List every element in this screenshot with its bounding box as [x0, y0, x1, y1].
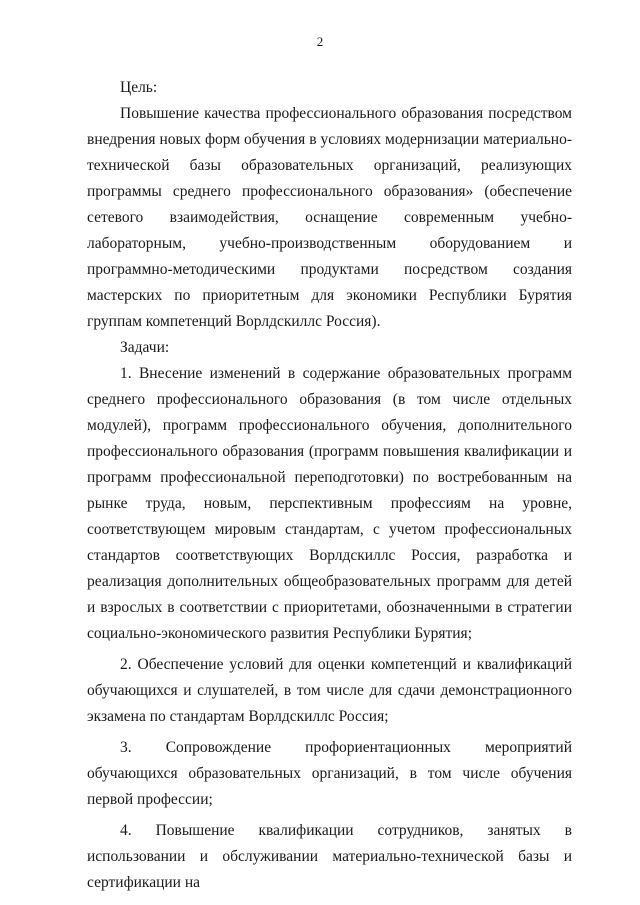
page-number: 2 [316, 34, 324, 49]
tasks-heading: Задачи: [120, 339, 170, 356]
task-item-3: 3. Сопровождение профориентационных мероприятий обучающихся образовательных организаций, в том числе обучения первой профессии; [87, 739, 572, 808]
goal-heading: Цель: [120, 79, 158, 96]
goal-paragraph: Повышение качества профессионального образования посредством внедрения новых форм обучения в условиях модернизации материально-технической базы образовательных организаций, реализующих программы среднего профессионального образования» (обеспечение сетевого взаимодействия, оснащение современным учебно-лабораторным, учебно-производственным оборудованием и программно-методическими продуктами посредством создания мастерских по приоритетным для экономики Республики Бурятия группам компетенций Ворлдскиллс Россия). [87, 105, 572, 330]
task-item-1: 1. Внесение изменений в содержание образовательных программ среднего профессионального образования (в том числе отдельных модулей), программ профессионального обучения, дополнительного профессионального образования (программ повышения квалификации и программ профессиональной переподготовки) по востребованным на рынке труда, новым, перспективным профессиям на уровне, соответствующем мировым стандартам, с учетом профессиональных стандартов соответствующих Ворлдскиллс Россия, разработка и реализация дополнительных общеобразовательных программ для детей и взрослых в соответствии с приоритетами, обозначенными в стратегии социально-экономического развития Республики Бурятия; [87, 365, 572, 642]
document-body [87, 75, 572, 896]
task-item-4: 4. Повышение квалификации сотрудников, занятых в использовании и обслуживании материально-технической базы и сертификации на [87, 822, 572, 891]
task-item-2: 2. Обеспечение условий для оценки компетенций и квалификаций обучающихся и слушателей, в том числе для сдачи демонстрационного экзамена по стандартам Ворлдскиллс Россия; [87, 656, 572, 725]
